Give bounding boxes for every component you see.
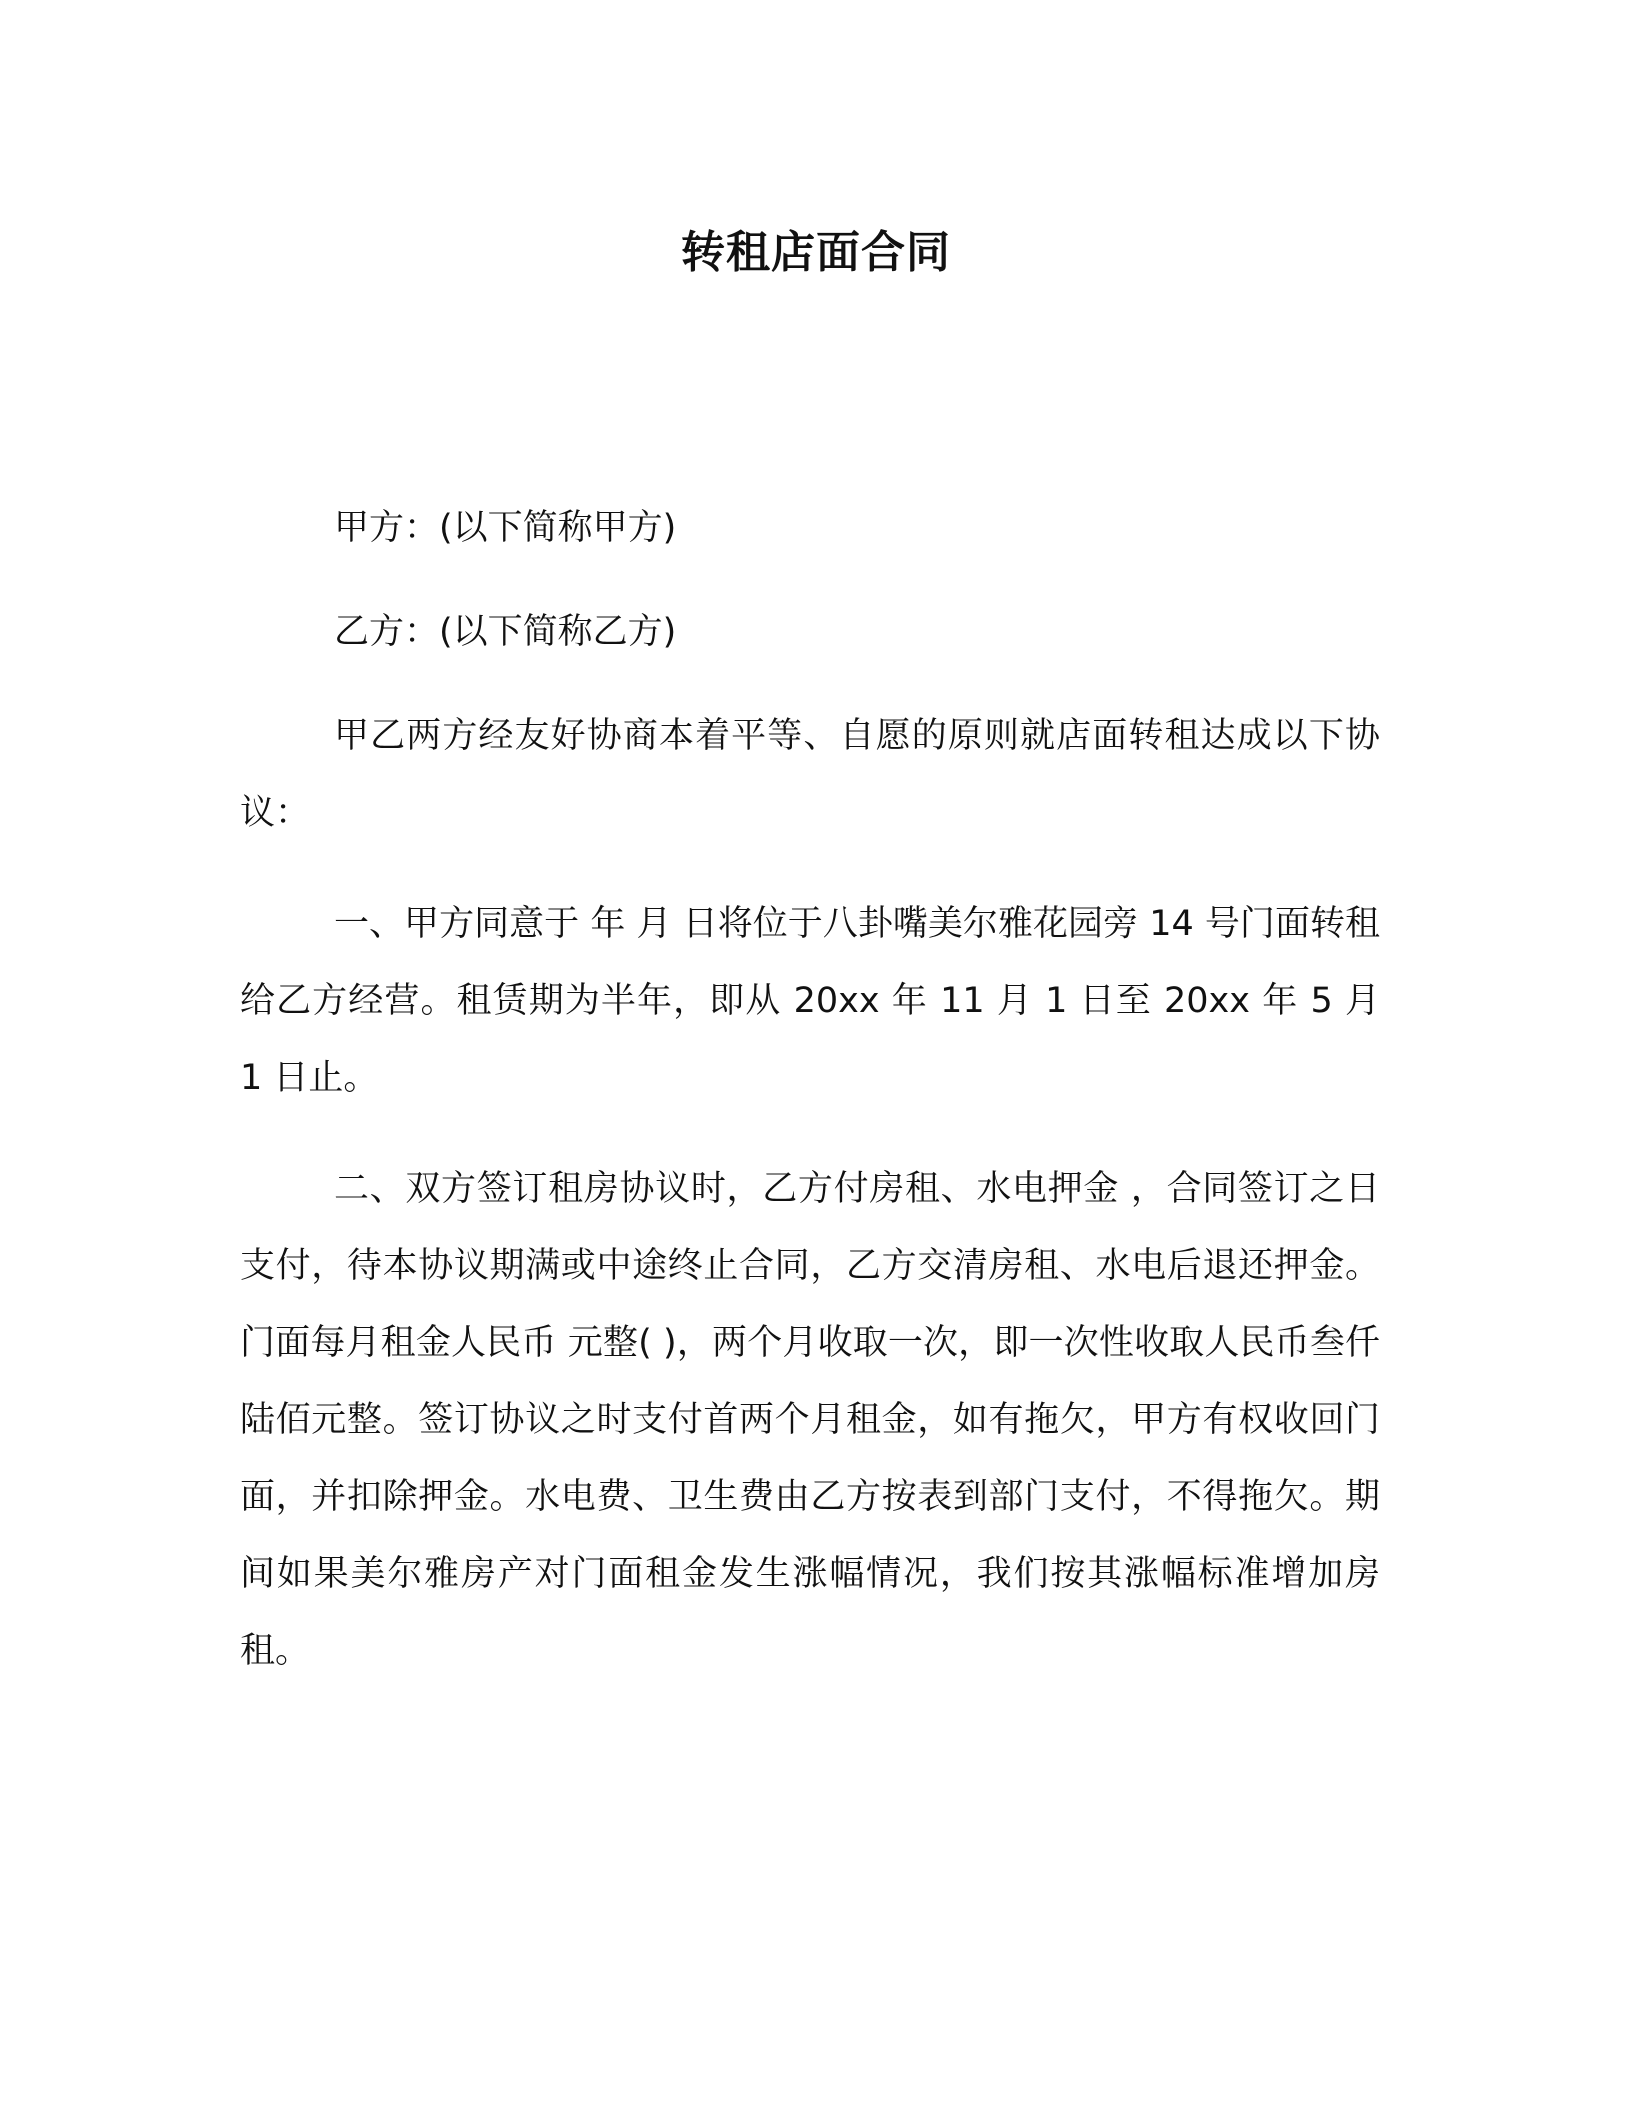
document-body	[240, 490, 1380, 1724]
preamble-paragraph: 甲乙两方经友好协商本着平等、自愿的原则就店面转租达成以下协议：	[240, 716, 1380, 833]
party-a-line: 甲方：(以下简称甲方)	[334, 508, 677, 548]
clause-one-paragraph: 一、甲方同意于 年 月 日将位于八卦嘴美尔雅花园旁 14 号门面转租给乙方经营。租赁期为半年，即从 20xx 年 11 月 1 日至 20xx 年 5 月 1 日止。	[240, 904, 1380, 1098]
document-title: 转租店面合同	[681, 227, 951, 278]
clause-two-paragraph: 二、双方签订租房协议时，乙方付房租、水电押金 ，合同签订之日支付，待本协议期满或中途终止合同，乙方交清房租、水电后退还押金。门面每月租金人民币 元整( )，两个月收取一次，即一次性收取人民币叁仟陆佰元整。签订协议之时支付首两个月租金，如有拖欠，甲方有权收回门面，并扣除押金。水电费、卫生费由乙方按表到部门支付，不得拖欠。期间如果美尔雅房产对门面租金发生涨幅情况，我们按其涨幅标准增加房租。	[240, 1169, 1380, 1671]
party-b-line: 乙方：(以下简称乙方)	[334, 612, 677, 652]
